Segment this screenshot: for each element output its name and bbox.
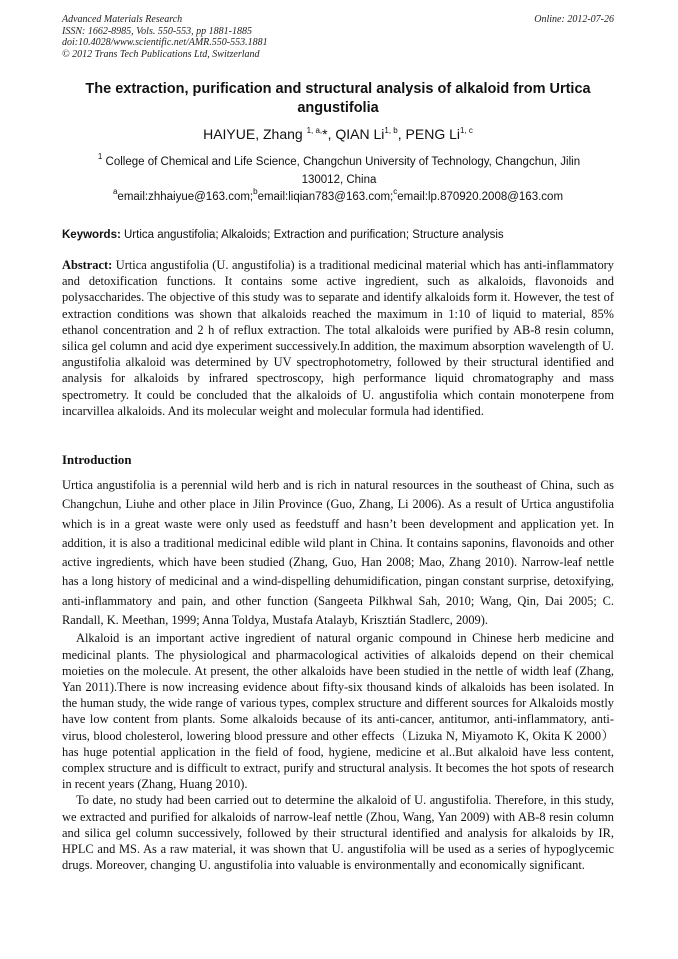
email-link[interactable]: email:liqian783@163.com;: [257, 191, 394, 203]
abstract-text: Urtica angustifolia (U. angustifolia) is a traditional medicinal material which has anti-inflammatory and detoxification functions. It contains some active ingredient, such as alkaloids, flavonoids and polysaccharides. The objective of this study was to separate and identify alkaloids form it. However, the test of extraction conditions was shown that alkaloids reached the maximum in 1:10 of liquid to material, 85% ethanol concentration and 2 h of reflux extraction. The total alkaloids were purified by AB-8 resin column, silica gel column and acid dye experiment successively.In addition, the maximum absorption wavelength of U. angustifolia alkaloid was determined by UV spectrophotometry, followed by their structural identified and analysis for alkaloids by infrared spectroscopy, high performance liquid chromatography and mass spectrometry. It could be concluded that the alkaloids of U. angustifolia which contain monoterpene from incarvillea alkaloids. And its molecular weight and molecular formula had identified.: [62, 258, 614, 418]
author: PENG Li$^{1, c}$: [405, 126, 473, 142]
journal-name: Advanced Materials Research: [62, 14, 183, 25]
intro-paragraph: To date, no study had been carried out to determine the alkaloid of U. angustifolia. Therefore, in this study, we extracted and purified for alkaloids of narrow-leaf nettle (Zhou, Wang, Yan 2009) with AB-8 resin column and silica gel column successively, followed by their structural identified and analysis for alkaloids by IR, HPLC and MS. As a raw material, it was shown that U. angustifolia will be used as a series of hypoglycemic drugs. Moreover, changing U. angustifolia into valuable is environmentally and economically significant.: [62, 793, 614, 873]
issn-line: ISSN: 1662-8985, Vols. 550-553, pp 1881-1885: [62, 25, 252, 37]
journal-header: [62, 14, 614, 60]
author: HAIYUE, Zhang $^{1, a,}$*,: [203, 126, 336, 142]
keywords-text: Urtica angustifolia; Alkaloids; Extraction and purification; Structure analysis: [124, 229, 504, 241]
keywords-label: Keywords:: [62, 229, 121, 241]
email-list: $^a$email:zhhaiyue@163.com;$^b$email:liqian783@163.com;$^c$email:lp.870920.2008@163.com: [112, 187, 564, 203]
email-link[interactable]: email:lp.870920.2008@163.com: [397, 191, 564, 203]
affiliation: [80, 153, 598, 189]
doi-line: doi:10.4028/www.scientific.net/AMR.550-553.1881: [62, 37, 268, 48]
author: QIAN Li$^{1, b}$,: [335, 126, 406, 142]
author-list: [62, 124, 614, 144]
intro-paragraph: Alkaloid is an important active ingredient of natural organic compound in Chinese herb medicine and medicinal plants. The physiological and pharmacological activities of alkaloids depend on their chemical moieties on the molecule. At present, the other alkaloids have been studied in the nettle of width leaf (Zhang, Yan 2011).There is now increasing evidence about fifty-six thousand kinds of alkaloids has been isolated. In the human study, the wide range of various types, complex structure and different sources for Alkaloids mostly have low content from plants. Some alkaloids because of its anti-cancer, antitumor, anti-inflammatory, anti-virus, blood cholesterol, lowering blood pressure and other effects（Lizuka N, Miyamoto K, Okita K 2000）has huge potential application in the field of food, hygiene, medicine et al..But alkaloid have less content, complex structure and is difficult to extract, purify and structural analysis. It becomes the hot spots of research in recent years (Zhang, Huang 2010).: [62, 631, 614, 792]
affiliation-text: College of Chemical and Life Science, Changchun University of Technology, Changchun, Jilin 130012, China: [105, 156, 581, 186]
email-link[interactable]: email:zhhaiyue@163.com;: [117, 191, 254, 203]
online-date: Online: 2012-07-26: [534, 14, 614, 25]
abstract-label: Abstract:: [62, 258, 113, 272]
section-heading-introduction: Introduction: [62, 453, 132, 467]
keywords: [62, 227, 614, 243]
paper-title: The extraction, purification and structural analysis of alkaloid from Urtica angustifolia: [85, 81, 591, 116]
abstract: [62, 257, 614, 419]
intro-paragraph: Urtica angustifolia is a perennial wild herb and is rich in natural resources in the southeast of China, such as Changchun, Liuhe and other place in Jilin Province (Guo, Zhang, Li 2006). As a result of Urtica angustifolia which is in a great waste were only used as feedstuff and hasn’t been development and application yet. In addition, it is also a traditional medicinal edible wild plant in China. It contains saponins, flavonoids and other active ingredients, which have been studied (Zhang, Guo, Han 2008; Mao, Zhang 2010). Narrow-leaf nettle has a long history of medicinal and a wind-dispelling dehumidification, pingan constant surprise, detoxifying, anti-inflammatory and pain, and other function (Sangeeta Pilkhwal Sah, 2010; Wang, Qin, Dai 2005; C. Randall, K. Meethan, 1999; Anna Toldya, Mustafa Atalayb, Krisztián Stadlerc, 2009).: [62, 478, 614, 628]
copyright-line: © 2012 Trans Tech Publications Ltd, Switzerland: [62, 48, 260, 60]
affiliation-marker: 1: [97, 152, 103, 161]
introduction-body: [62, 476, 614, 873]
